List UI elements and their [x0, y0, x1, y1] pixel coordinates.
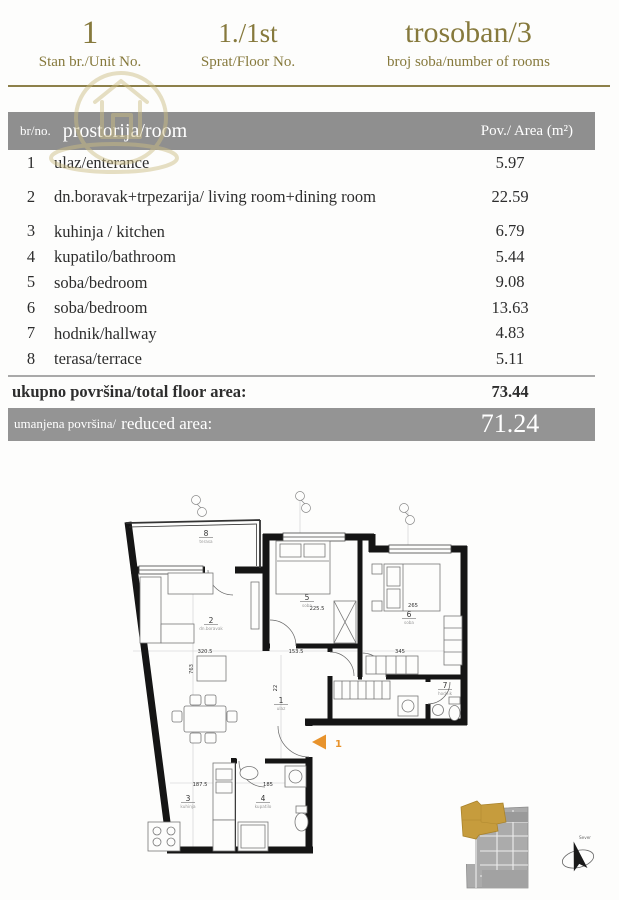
- row-area: 5.44: [495, 246, 525, 266]
- table-row: [8, 244, 595, 270]
- room-number: 6: [406, 610, 412, 619]
- row-name: ulaz/enterance: [54, 153, 150, 173]
- reduced-area-label-en: reduced area:: [121, 414, 213, 433]
- unit-header: [0, 14, 619, 72]
- room-name: kuhinja: [180, 804, 196, 809]
- room-name: hodnik: [437, 691, 453, 696]
- reduced-area-row: [8, 408, 595, 441]
- col-header-room: prostorija/room: [62, 119, 188, 142]
- floor-plan: [0, 470, 619, 900]
- row-name: soba/bedroom: [54, 298, 148, 318]
- room-number: 4: [260, 794, 266, 803]
- area-table: [8, 112, 595, 441]
- table-row: [8, 321, 595, 347]
- rooms-count-value: trosoban/3: [405, 16, 532, 49]
- row-name: dn.boravak+trpezarija/ living room+dining room: [54, 187, 376, 207]
- dim-label: 320.5: [197, 649, 213, 655]
- dim-label: 345: [395, 649, 405, 655]
- table-row: [8, 295, 595, 321]
- total-area-label: ukupno površina/total floor area:: [12, 381, 247, 401]
- entrance-marker: [312, 735, 342, 751]
- room-name: terasa: [199, 539, 213, 544]
- row-no: 1: [26, 152, 36, 172]
- room-number: 5: [304, 593, 310, 602]
- entrance-arrow-icon: [312, 735, 326, 750]
- row-no: 8: [26, 348, 36, 368]
- row-name: hodnik/hallway: [54, 323, 157, 343]
- floor-number-label: Sprat/Floor No.: [200, 54, 296, 70]
- row-name: soba/bedroom: [54, 272, 148, 292]
- table-row: [8, 219, 595, 245]
- total-area-value: 73.44: [491, 381, 529, 401]
- floor-number-block: [163, 14, 333, 72]
- dim-label: 187.5: [192, 782, 208, 788]
- dim-label: 763: [189, 664, 195, 674]
- row-area: 9.08: [495, 272, 525, 292]
- rooms-count-label: broj soba/number of rooms: [387, 54, 550, 70]
- room-name: soba: [302, 603, 312, 608]
- row-area: 22.59: [491, 187, 529, 206]
- north-arrow-icon: [558, 835, 596, 874]
- furniture-hallway: [334, 681, 460, 721]
- furniture-bedroom-6: [366, 564, 462, 674]
- row-no: 3: [26, 221, 36, 241]
- table-row: [8, 346, 595, 372]
- room-name: kupatilo: [254, 804, 272, 809]
- row-no: 5: [26, 272, 36, 292]
- row-name: kupatilo/bathroom: [54, 247, 176, 267]
- row-area: 4.83: [495, 323, 525, 343]
- total-area-row: [8, 375, 595, 406]
- room-number: 2: [208, 616, 214, 625]
- row-no: 7: [26, 323, 36, 343]
- unit-number-value: 1: [81, 15, 99, 51]
- dim-label: 22: [273, 684, 279, 692]
- row-area: 5.11: [495, 348, 525, 368]
- row-area: 6.79: [495, 221, 525, 241]
- unit-number-block: [25, 14, 155, 72]
- row-name: terasa/terrace: [54, 349, 142, 369]
- dim-label: 225.5: [309, 606, 325, 612]
- row-name: kuhinja / kitchen: [54, 221, 165, 241]
- row-area: 13.63: [491, 297, 529, 317]
- col-header-area: Pov./ Area (m²): [480, 122, 573, 139]
- header-divider: [8, 85, 610, 87]
- terrace-railing: [126, 520, 260, 568]
- key-plan: [461, 801, 528, 888]
- room-name: dn.boravak: [199, 626, 223, 631]
- row-no: 2: [26, 187, 36, 206]
- unit-number-label: Stan br./Unit No.: [38, 54, 142, 70]
- furniture-bathroom: [238, 766, 308, 851]
- north-label: Sever: [578, 835, 592, 840]
- col-header-no: br/no.: [20, 123, 51, 138]
- room-number: 3: [185, 794, 191, 803]
- room-name: ulaz: [276, 706, 286, 711]
- entrance-number: 1: [335, 739, 342, 750]
- axis-markers: [192, 492, 415, 525]
- reduced-area-value: 71.24: [480, 409, 540, 438]
- dim-label: 185: [263, 782, 273, 788]
- table-header: [8, 112, 595, 150]
- dim-label: 153.5: [288, 649, 304, 655]
- room-name: soba: [404, 620, 414, 625]
- room-number: 1: [278, 696, 284, 705]
- table-row: [8, 150, 595, 176]
- row-no: 4: [26, 246, 36, 266]
- floor-number-value: 1./1st: [218, 18, 278, 48]
- table-row: [8, 270, 595, 296]
- rooms-count-block: [341, 14, 596, 72]
- room-number: 7: [442, 681, 448, 690]
- furniture-living-dining: [140, 573, 259, 743]
- row-no: 6: [26, 297, 36, 317]
- table-row: [8, 176, 595, 219]
- room-number: 8: [203, 529, 209, 538]
- row-area: 5.97: [495, 152, 525, 172]
- reduced-area-label-sr: umanjena površina/: [14, 416, 117, 431]
- dim-label: 265: [408, 603, 418, 609]
